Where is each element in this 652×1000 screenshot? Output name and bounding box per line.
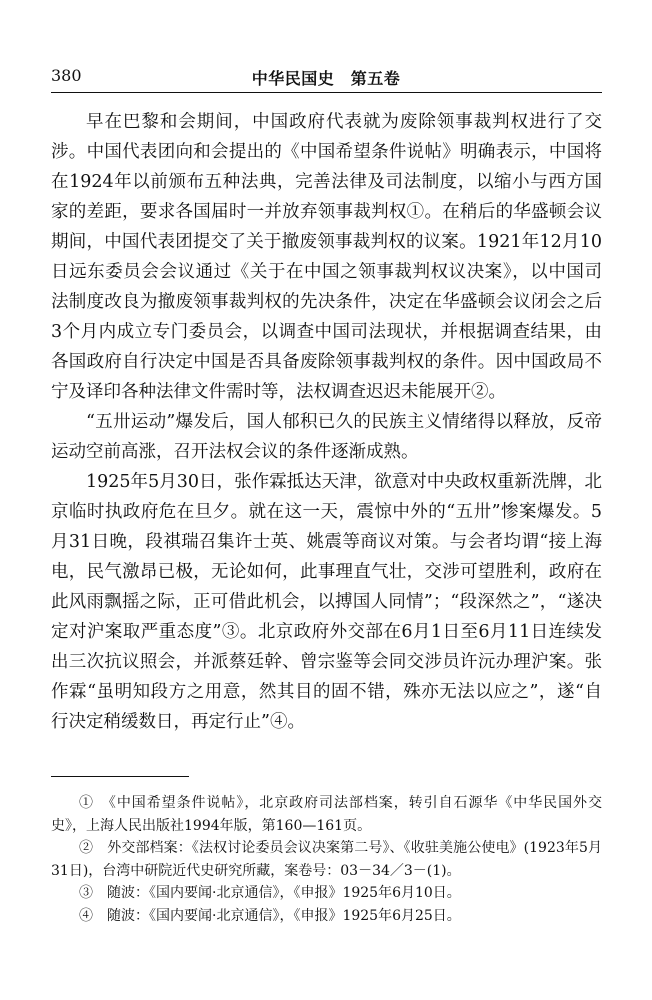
header-rule — [51, 92, 602, 93]
paragraph: 早在巴黎和会期间，中国政府代表就为废除领事裁判权进行了交涉。中国代表团向和会提出的《中国希望条件说帖》明确表示，中国将在1924年以前颁布五种法典，完善法律及司法制度，以缩小与西方国家的差距，要求各国届时一并放弃领事裁判权①。在稍后的华盛顿会议期间，中国代表团提交了关于撤废领事裁判权的议案。1921年12月10日远东委员会会议通过《关于在中国之领事裁判权议决案》，以中国司法制度改良为撤废领事裁判权的先决条件，决定在华盛顿会议闭会之后3个月内成立专门委员会，以调查中国司法现状，并根据调查结果，由各国政府自行决定中国是否具备废除领事裁判权的条件。因中国政局不宁及译印各种法律文件需时等，法权调查迟迟未能展开②。 — [51, 112, 602, 402]
body-text — [51, 107, 602, 737]
running-title: 中华民国史 第五卷 — [251, 69, 401, 88]
footnote-rule — [51, 776, 189, 777]
footnote: ① 《中国希望条件说帖》，北京政府司法部档案，转引自石源华《中华民国外交史》，上海人民出版社1994年版，第160—161页。 — [51, 795, 602, 834]
footnotes — [51, 792, 602, 927]
paragraph: “五卅运动”爆发后，国人郁积已久的民族主义情绪得以释放，反帝运动空前高涨，召开法权会议的条件逐渐成熟。 — [51, 412, 602, 462]
footnote: ③ 随波：《国内要闻·北京通信》，《申报》1925年6月10日。 — [79, 885, 461, 901]
footnote: ④ 随波：《国内要闻·北京通信》，《申报》1925年6月25日。 — [79, 907, 461, 924]
paragraph: 1925年5月30日，张作霖抵达天津，欲意对中央政权重新洗牌，北京临时执政府危在旦夕。就在这一天，震惊中外的“五卅”惨案爆发。5月31日晚，段祺瑞召集许士英、姚震等商议对策。与会者均谓“接上海电，民气激昂已极，无论如何，此事理直气壮，交涉可望胜利，政府在此风雨飘摇之际，正可借此机会，以搏国人同情”；“段深然之”，“遂决定对沪案取严重态度”③。北京政府外交部在6月1日至6月11日连续发出三次抗议照会，并派蔡廷幹、曾宗鉴等会同交涉员许沅办理沪案。张作霖“虽明知段方之用意，然其目的固不错，殊亦无法以应之”，遂“自行决定稍缓数日，再定行止”④。 — [51, 472, 602, 732]
footnote: ② 外交部档案：《法权讨论委员会议决案第二号》、《收驻美施公使电》(1923年5月31日)，台湾中研院近代史研究所藏，案卷号：03－34／3－(1)。 — [51, 840, 602, 879]
page-number: 380 — [51, 66, 82, 85]
